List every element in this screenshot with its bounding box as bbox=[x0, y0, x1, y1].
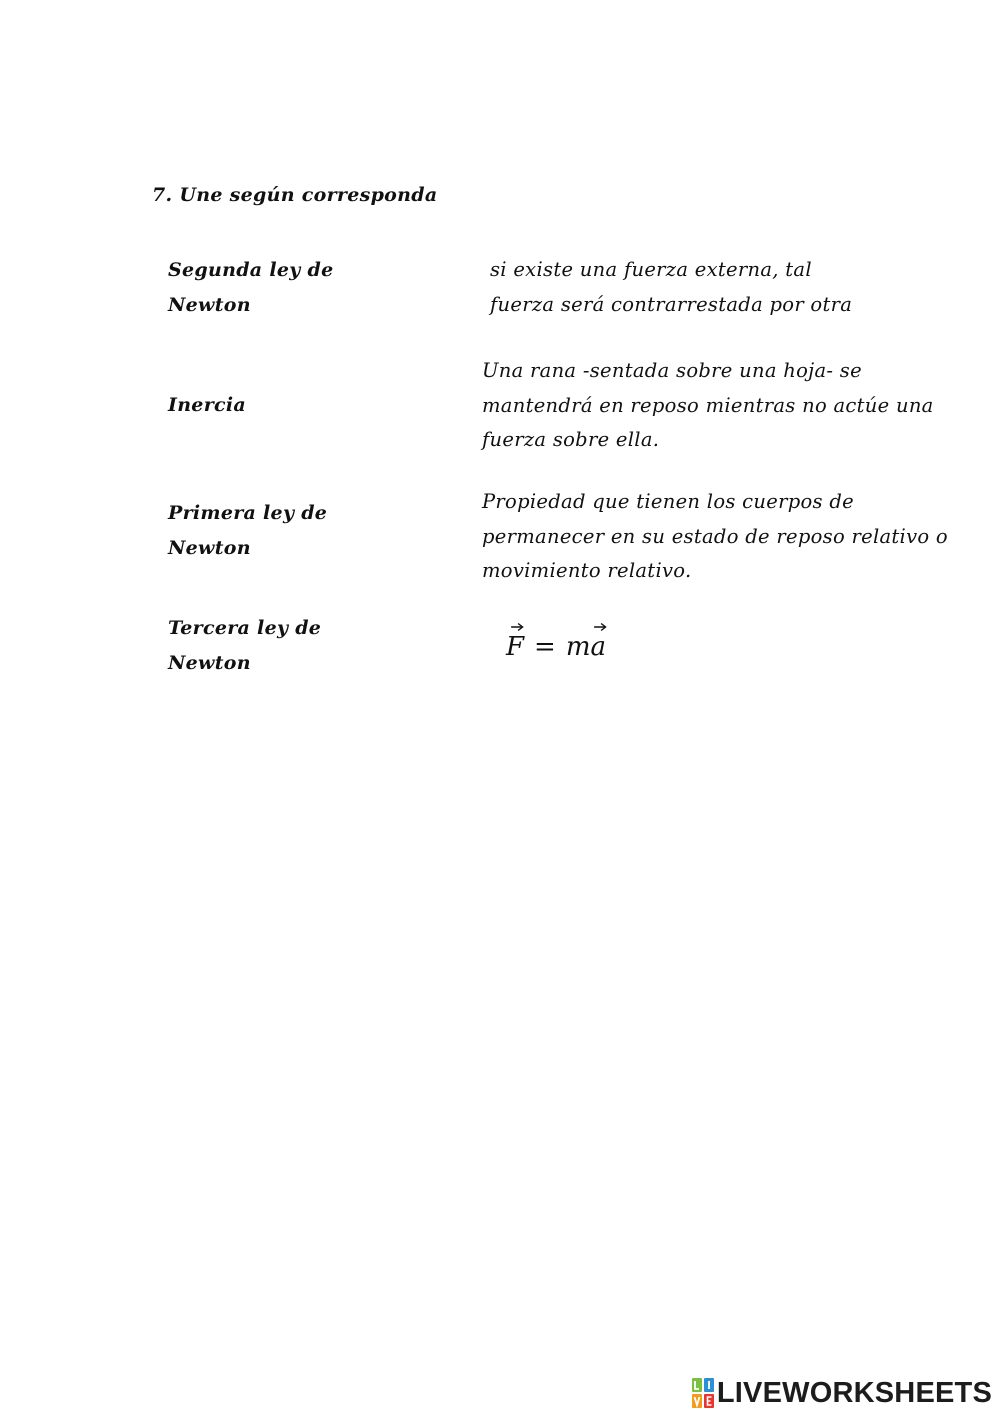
formula-acceleration-vector bbox=[591, 624, 607, 670]
formula-force-vector bbox=[506, 624, 524, 670]
definition-frog-example[interactable] bbox=[482, 354, 982, 458]
term-line: Inercia bbox=[168, 394, 246, 416]
vector-arrow-icon bbox=[510, 622, 524, 632]
liveworksheets-brand bbox=[692, 1376, 992, 1410]
definition-line: fuerza será contrarrestada por otra bbox=[490, 292, 853, 316]
brand-name: LIVEWORKSHEETS bbox=[716, 1376, 992, 1409]
definition-line: Propiedad que tienen los cuerpos de bbox=[482, 490, 854, 513]
definition-line: mantendrá en reposo mientras no actúe una bbox=[482, 393, 934, 417]
term-tercera-ley[interactable] bbox=[168, 611, 398, 681]
definition-reaction-force[interactable] bbox=[490, 253, 910, 322]
definition-line: movimiento relativo. bbox=[482, 559, 692, 582]
liveworksheets-logo-icon bbox=[692, 1378, 714, 1408]
definition-line: permanecer en su estado de reposo relativo o bbox=[482, 524, 948, 548]
definition-line: Una rana -sentada sobre una hoja- se bbox=[482, 359, 862, 382]
definition-line: si existe una fuerza externa, tal bbox=[490, 258, 812, 281]
term-line: Primera ley de bbox=[168, 502, 328, 524]
formula-mass-symbol: m bbox=[565, 632, 591, 662]
formula-equals: = bbox=[534, 632, 556, 662]
term-primera-ley[interactable] bbox=[168, 496, 398, 566]
term-line: Tercera ley de bbox=[168, 617, 322, 639]
formula-acceleration-symbol: a bbox=[590, 632, 607, 662]
term-line: Newton bbox=[168, 652, 251, 674]
term-segunda-ley[interactable] bbox=[168, 253, 398, 323]
definition-inertia-property[interactable] bbox=[482, 485, 982, 589]
term-line: Newton bbox=[168, 537, 251, 559]
term-inercia[interactable] bbox=[168, 388, 398, 423]
formula-force-symbol: F bbox=[506, 632, 525, 662]
term-line: Segunda ley de bbox=[168, 259, 334, 281]
term-line: Newton bbox=[168, 294, 251, 316]
formula-newton-second-law[interactable] bbox=[506, 624, 606, 670]
definition-line: fuerza sobre ella. bbox=[482, 428, 660, 451]
question-title: 7. Une según corresponda bbox=[152, 184, 438, 206]
vector-arrow-icon bbox=[593, 622, 607, 632]
